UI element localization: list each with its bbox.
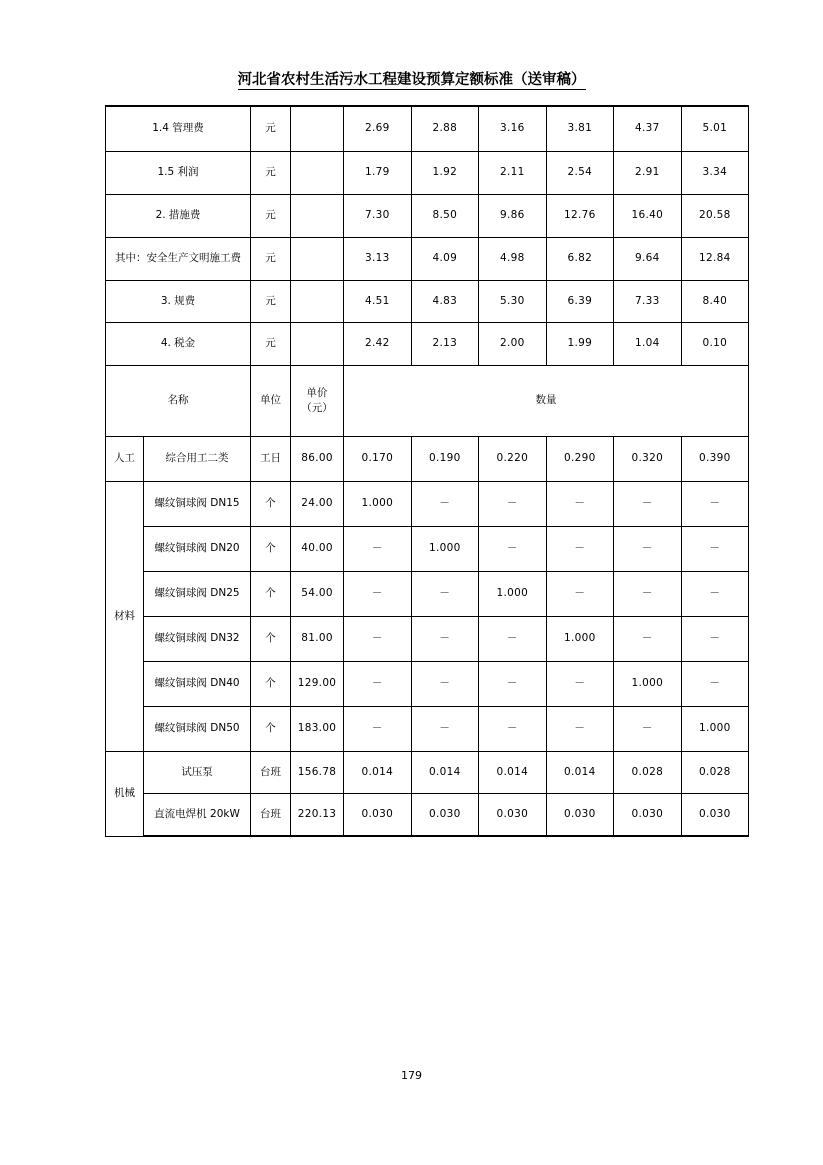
cost-value-cell: 7.30 — [344, 195, 412, 238]
resource-qty-cell: 0.170 — [344, 437, 412, 482]
resource-qty-cell: 0.390 — [681, 437, 749, 482]
cost-value-cell: 5.01 — [681, 106, 749, 152]
resource-unit: 个 — [251, 707, 291, 752]
category-label-labor: 人工 — [106, 437, 144, 482]
resource-unit: 个 — [251, 482, 291, 527]
resource-qty-cell: 1.000 — [681, 707, 749, 752]
table-row — [106, 707, 749, 752]
resource-qty-cell: 1.000 — [614, 662, 682, 707]
resource-price: 40.00 — [291, 527, 344, 572]
table-row — [106, 152, 749, 195]
resource-unit: 个 — [251, 572, 291, 617]
table-row — [106, 238, 749, 281]
table-row — [106, 527, 749, 572]
resource-price: 156.78 — [291, 752, 344, 794]
cost-value-cell: 2.42 — [344, 323, 412, 366]
resource-qty-cell: － — [614, 617, 682, 662]
resource-qty-cell: － — [479, 617, 547, 662]
resource-name: 螺纹铜球阀 DN32 — [144, 617, 251, 662]
header-unit-price — [291, 366, 344, 437]
resource-qty-cell: － — [681, 662, 749, 707]
cost-value-cell: 7.33 — [614, 281, 682, 323]
resource-qty-cell: － — [614, 482, 682, 527]
resource-qty-cell: － — [681, 617, 749, 662]
resource-qty-cell: － — [614, 527, 682, 572]
resource-qty-cell: － — [344, 617, 412, 662]
cost-value-cell: 2.54 — [546, 152, 614, 195]
resource-qty-cell: － — [614, 707, 682, 752]
cost-value-cell: 4.37 — [614, 106, 682, 152]
resource-name: 螺纹铜球阀 DN25 — [144, 572, 251, 617]
resource-name: 螺纹铜球阀 DN20 — [144, 527, 251, 572]
cost-value-cell: 1.79 — [344, 152, 412, 195]
table-row — [106, 617, 749, 662]
cost-value-cell: 3.34 — [681, 152, 749, 195]
cost-value-cell: 1.92 — [411, 152, 479, 195]
table-row — [106, 794, 749, 837]
resource-unit: 台班 — [251, 794, 291, 837]
resource-price: 183.00 — [291, 707, 344, 752]
cost-value-cell: 9.86 — [479, 195, 547, 238]
cost-row-label: 1.4 管理费 — [106, 106, 251, 152]
cost-value-cell: 2.13 — [411, 323, 479, 366]
cost-value-cell: 3.81 — [546, 106, 614, 152]
cost-value-cell: 8.40 — [681, 281, 749, 323]
resource-qty-cell: － — [411, 707, 479, 752]
resource-qty-cell: 0.220 — [479, 437, 547, 482]
cost-row-price — [291, 106, 344, 152]
cost-row-unit: 元 — [251, 152, 291, 195]
cost-value-cell: 0.10 — [681, 323, 749, 366]
resource-qty-cell: － — [411, 482, 479, 527]
category-label-machinery: 机械 — [106, 752, 144, 837]
table-row — [106, 752, 749, 794]
resource-qty-cell: － — [411, 617, 479, 662]
resource-qty-cell: 0.030 — [411, 794, 479, 837]
resource-qty-cell: 0.030 — [344, 794, 412, 837]
cost-value-cell: 2.11 — [479, 152, 547, 195]
cost-row-unit: 元 — [251, 323, 291, 366]
resource-qty-cell: － — [411, 572, 479, 617]
resource-qty-cell: － — [681, 527, 749, 572]
resource-qty-cell: 0.190 — [411, 437, 479, 482]
table-row — [106, 482, 749, 527]
cost-row-price — [291, 152, 344, 195]
table-row — [106, 323, 749, 366]
resource-price: 54.00 — [291, 572, 344, 617]
cost-value-cell: 5.30 — [479, 281, 547, 323]
resource-name: 螺纹铜球阀 DN50 — [144, 707, 251, 752]
cost-value-cell: 1.99 — [546, 323, 614, 366]
cost-value-cell: 16.40 — [614, 195, 682, 238]
cost-value-cell: 4.51 — [344, 281, 412, 323]
cost-value-cell: 3.16 — [479, 106, 547, 152]
header-unit: 单位 — [251, 366, 291, 437]
resource-unit: 个 — [251, 617, 291, 662]
cost-row-label: 其中：安全生产文明施工费 — [106, 238, 251, 281]
resource-qty-cell: 0.028 — [614, 752, 682, 794]
cost-row-label: 2. 措施费 — [106, 195, 251, 238]
cost-value-cell: 4.83 — [411, 281, 479, 323]
resource-qty-cell: － — [344, 572, 412, 617]
resource-qty-cell: 1.000 — [344, 482, 412, 527]
resource-name: 螺纹铜球阀 DN40 — [144, 662, 251, 707]
cost-value-cell: 1.04 — [614, 323, 682, 366]
resource-qty-cell: － — [344, 707, 412, 752]
cost-row-price — [291, 238, 344, 281]
resource-qty-cell: － — [546, 482, 614, 527]
resource-qty-cell: － — [546, 662, 614, 707]
cost-value-cell: 20.58 — [681, 195, 749, 238]
cost-value-cell: 2.69 — [344, 106, 412, 152]
resource-name: 直流电焊机 20kW — [144, 794, 251, 837]
resource-qty-cell: － — [344, 527, 412, 572]
resource-price: 220.13 — [291, 794, 344, 837]
cost-value-cell: 2.00 — [479, 323, 547, 366]
table-row — [106, 281, 749, 323]
resource-qty-cell: 0.014 — [411, 752, 479, 794]
header-quantity: 数量 — [344, 366, 749, 437]
resource-price: 129.00 — [291, 662, 344, 707]
cost-value-cell: 8.50 — [411, 195, 479, 238]
cost-value-cell: 2.91 — [614, 152, 682, 195]
cost-row-label: 3. 规费 — [106, 281, 251, 323]
resource-unit: 工日 — [251, 437, 291, 482]
resource-qty-cell: － — [614, 572, 682, 617]
table-row — [106, 437, 749, 482]
resource-qty-cell: 0.290 — [546, 437, 614, 482]
resource-qty-cell: － — [479, 662, 547, 707]
cost-row-unit: 元 — [251, 106, 291, 152]
resource-qty-cell: － — [546, 527, 614, 572]
resource-qty-cell: － — [479, 482, 547, 527]
resource-qty-cell: － — [681, 482, 749, 527]
table-row — [106, 572, 749, 617]
resource-unit: 个 — [251, 662, 291, 707]
cost-value-cell: 4.98 — [479, 238, 547, 281]
resource-price: 81.00 — [291, 617, 344, 662]
cost-value-cell: 12.84 — [681, 238, 749, 281]
resource-qty-cell: － — [681, 572, 749, 617]
header-unit-price-line1: 单价 — [306, 386, 328, 399]
category-label-material: 材料 — [106, 482, 144, 752]
resource-qty-cell: 0.030 — [479, 794, 547, 837]
resource-qty-cell: 0.014 — [546, 752, 614, 794]
resource-price: 86.00 — [291, 437, 344, 482]
resource-qty-cell: 0.030 — [614, 794, 682, 837]
cost-value-cell: 6.82 — [546, 238, 614, 281]
quota-table-container — [105, 105, 748, 837]
cost-row-price — [291, 195, 344, 238]
page-title-text: 河北省农村生活污水工程建设预算定额标准（送审稿） — [237, 72, 586, 88]
cost-row-price — [291, 323, 344, 366]
resource-qty-cell: － — [546, 572, 614, 617]
resource-qty-cell: 0.030 — [681, 794, 749, 837]
cost-value-cell: 4.09 — [411, 238, 479, 281]
resource-qty-cell: 1.000 — [546, 617, 614, 662]
resource-qty-cell: 0.030 — [546, 794, 614, 837]
cost-value-cell: 6.39 — [546, 281, 614, 323]
table-row — [106, 195, 749, 238]
page-title — [0, 68, 823, 89]
resource-qty-cell: － — [546, 707, 614, 752]
cost-row-price — [291, 281, 344, 323]
resource-name: 试压泵 — [144, 752, 251, 794]
header-unit-price-line2: （元） — [301, 402, 333, 414]
page-number: 179 — [401, 1069, 422, 1082]
resource-price: 24.00 — [291, 482, 344, 527]
header-name: 名称 — [106, 366, 251, 437]
resource-name: 螺纹铜球阀 DN15 — [144, 482, 251, 527]
resource-header-row — [106, 366, 749, 437]
cost-row-label: 1.5 利润 — [106, 152, 251, 195]
resource-unit: 个 — [251, 527, 291, 572]
resource-qty-cell: 0.320 — [614, 437, 682, 482]
resource-name: 综合用工二类 — [144, 437, 251, 482]
resource-qty-cell: － — [344, 662, 412, 707]
table-row — [106, 662, 749, 707]
resource-qty-cell: － — [479, 707, 547, 752]
resource-qty-cell: 1.000 — [411, 527, 479, 572]
resource-qty-cell: － — [411, 662, 479, 707]
cost-value-cell: 9.64 — [614, 238, 682, 281]
cost-value-cell: 2.88 — [411, 106, 479, 152]
resource-qty-cell: 0.014 — [344, 752, 412, 794]
cost-row-unit: 元 — [251, 195, 291, 238]
table-row — [106, 106, 749, 152]
resource-qty-cell: － — [479, 527, 547, 572]
quota-table — [105, 105, 749, 837]
cost-row-label: 4. 税金 — [106, 323, 251, 366]
cost-row-unit: 元 — [251, 238, 291, 281]
cost-value-cell: 3.13 — [344, 238, 412, 281]
cost-row-unit: 元 — [251, 281, 291, 323]
resource-qty-cell: 0.028 — [681, 752, 749, 794]
resource-qty-cell: 0.014 — [479, 752, 547, 794]
resource-unit: 台班 — [251, 752, 291, 794]
resource-qty-cell: 1.000 — [479, 572, 547, 617]
cost-value-cell: 12.76 — [546, 195, 614, 238]
